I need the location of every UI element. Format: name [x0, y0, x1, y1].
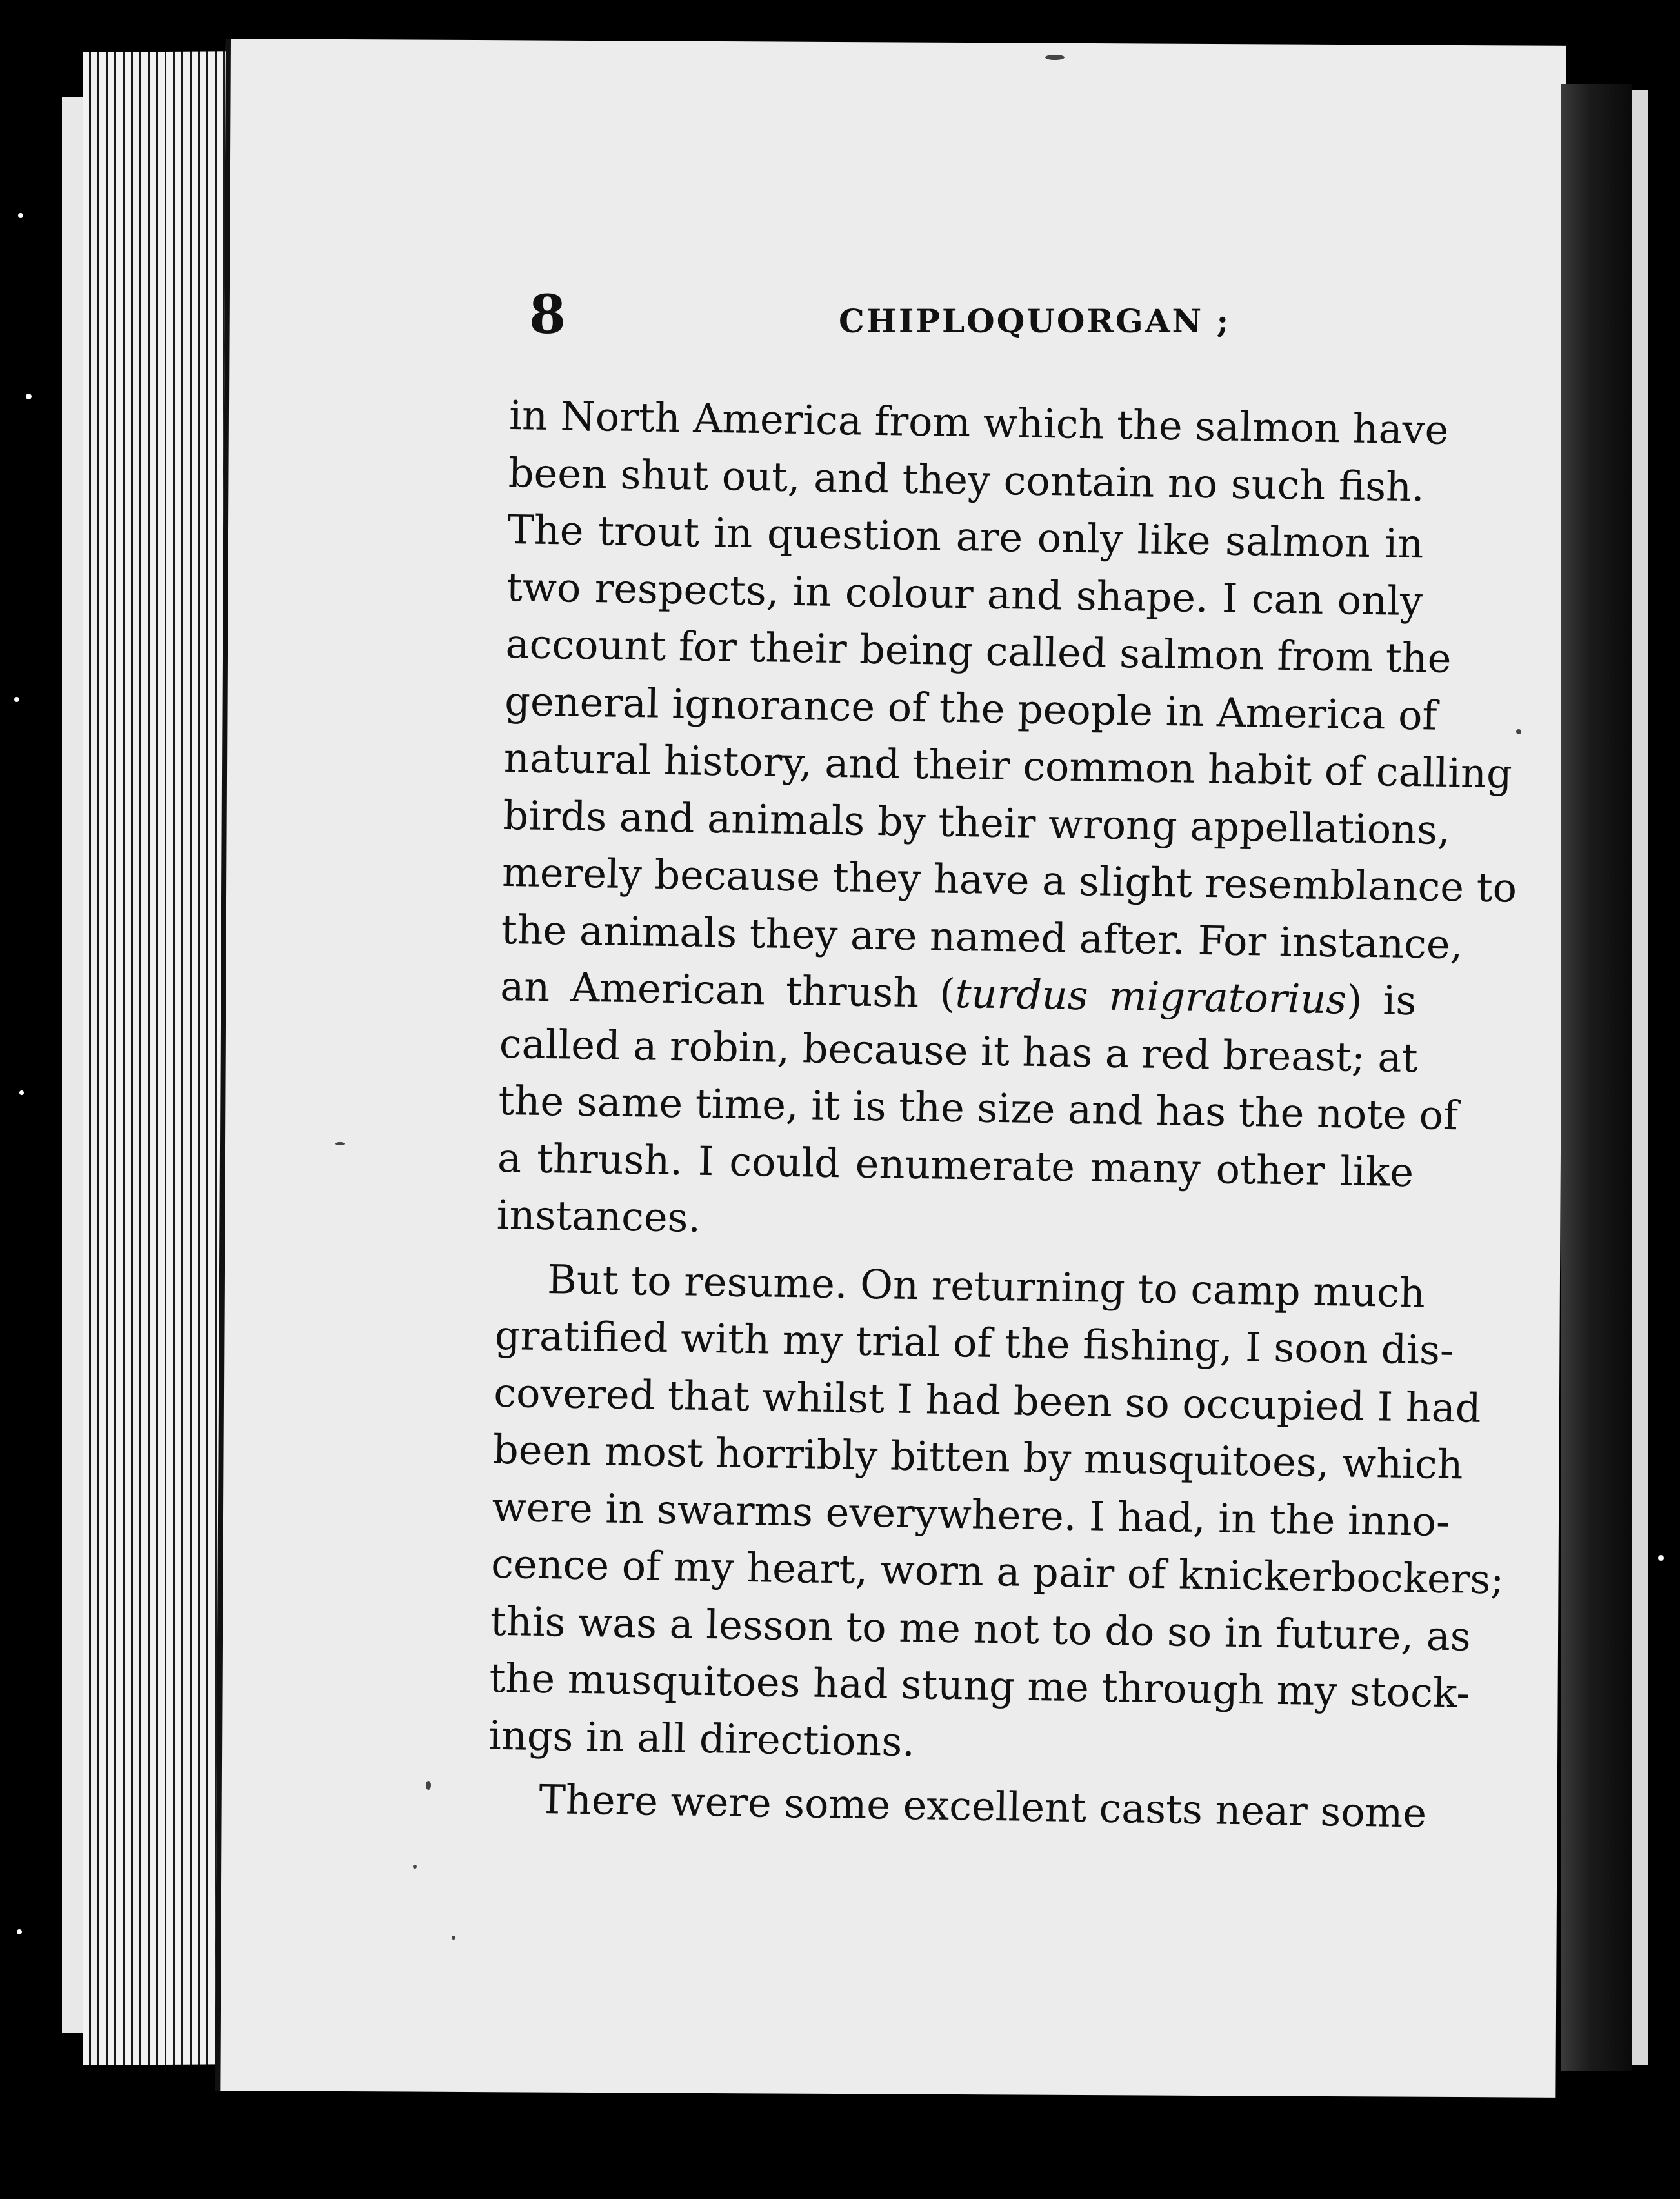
text-line: two respects, in colour and shape. I can only	[506, 563, 1423, 625]
text-line: instances.	[496, 1190, 701, 1241]
scan-speck	[413, 1865, 417, 1869]
text-line: been most horribly bitten by musquitoes, which	[492, 1425, 1464, 1489]
scan-speck	[426, 1781, 431, 1790]
text-line: this was a lesson to me not to do so in future, as	[490, 1597, 1472, 1660]
text-line: covered that whilst I had been so occupied I had	[493, 1369, 1482, 1432]
text-line: merely because they have a slight resemblance to	[501, 848, 1517, 912]
scan-speck	[14, 697, 19, 702]
text-line: But to resume. On returning to camp much	[546, 1255, 1426, 1316]
scan-speck	[17, 1929, 22, 1934]
text-segment: an American thrush (	[499, 962, 956, 1017]
text-line: gratified with my trial of the fishing, I soon dis-	[494, 1311, 1454, 1374]
text-line: in North America from which the salmon have	[508, 391, 1449, 454]
text-line: were in swarms everywhere. I had, in the inno-	[492, 1483, 1450, 1545]
text-line: the same time, it is the size and has the note of	[498, 1076, 1459, 1140]
scan-speck	[18, 213, 23, 218]
scan-speck	[1045, 55, 1065, 60]
scan-speck	[1658, 1555, 1664, 1561]
running-header	[529, 284, 1497, 348]
text-line: birds and animals by their wrong appellations,	[503, 791, 1451, 854]
text-line: the animals they are named after. For instance,	[501, 905, 1463, 968]
page-number: 8	[529, 284, 566, 346]
scan-speck	[19, 1090, 24, 1095]
text-line: There were some excellent casts near some	[539, 1775, 1427, 1837]
facing-page-edge	[1632, 90, 1648, 2065]
text-line: general ignorance of the people in America of	[504, 677, 1438, 739]
body-text	[487, 387, 1517, 1842]
latin-species-name: turdus migratorius	[955, 969, 1347, 1023]
text-line: natural history, and their common habit of calling	[503, 734, 1513, 798]
text-line: account for their being called salmon from the	[505, 619, 1452, 682]
text-line: been shut out, and they contain no such fish.	[508, 448, 1425, 510]
scan-speck	[335, 1142, 345, 1145]
text-line: called a robin, because it has a red breast; at	[499, 1019, 1419, 1081]
scan-speck	[1516, 729, 1521, 734]
text-line: ings in all directions.	[488, 1711, 915, 1765]
text-segment: ) is	[1346, 976, 1417, 1025]
text-line: the musquitoes had stung me through my stock-	[489, 1654, 1470, 1717]
scan-speck	[452, 1936, 455, 1940]
book-page-edges	[83, 51, 237, 2065]
running-title: CHIPLOQUORGAN ;	[839, 302, 1231, 340]
text-line: cence of my heart, worn a pair of knickerbockers;	[490, 1540, 1505, 1603]
scan-speck	[26, 394, 32, 399]
paragraph-1	[496, 387, 1517, 1258]
text-line: a thrush. I could enumerate many other like	[497, 1134, 1414, 1196]
paragraph-2	[488, 1250, 1505, 1778]
text-line: The trout in question are only like salmon in	[506, 505, 1424, 568]
book-gutter-shadow	[1561, 84, 1632, 2071]
